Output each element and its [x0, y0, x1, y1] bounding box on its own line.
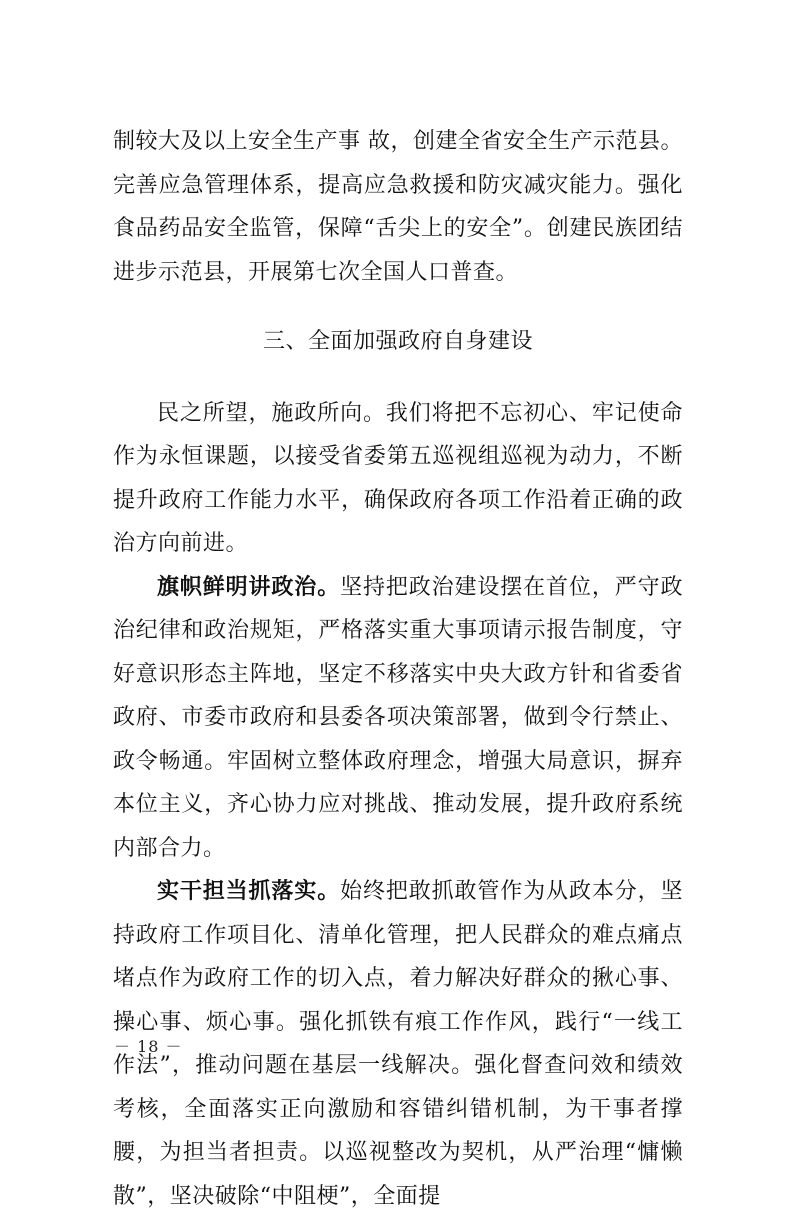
intro-paragraph: 民之所望，施政所向。我们将把不忘初心、牢记使命作为永恒课题，以接受省委第五巡视组巡视为动力，不断提升政府工作能力水平，确保政府各项工作沿着正确的政治方向前进。 [113, 400, 683, 556]
politics-lead: 旗帜鲜明讲政治。 [157, 573, 341, 600]
implementation-body: 始终把敢抓敢管作为从政本分，坚持政府工作项目化、清单化管理，把人民群众的难点痛点堵点作为政府工作的切入点，着力解决好群众的揪心事、操心事、烦心事。强化抓铁有痕工作作风，践行“一线工作法”，推动问题在基层一线解决。强化督查问效和绩效考核，全面落实正向激励和容错纠错机制，为干事者撑腰，为担当者担责。以巡视整改为契机，从严治理“慵懒散”，坚决破除“中阻梗”，全面提 [113, 879, 683, 1209]
politics-body: 坚持把政治建设摆在首位，严守政治纪律和政治规矩，严格落实重大事项请示报告制度，守好意识形态主阵地，坚定不移落实中央大政方针和省委省政府、市委市政府和县委各项决策部署，做到令行禁止、政令畅通。牢固树立整体政府理念，增强大局意识，摒弃本位主义，齐心协力应对挑战、推动发展，提升政府系统内部合力。 [113, 574, 683, 861]
section-heading: 三、全面加强政府自身建设 [262, 329, 533, 354]
continued-paragraph: 制较大及以上安全生产事 故，创建全省安全生产示范县。完善应急管理体系，提高应急救援和防灾减灾能力。强化食品药品安全监管，保障“舌尖上的安全”。创建民族团结进步示范县，开展第七次全国人口普查。 [113, 129, 683, 285]
implementation-lead: 实干担当抓落实。 [157, 878, 341, 904]
page-number: － 18 － [114, 1037, 183, 1056]
document-body [113, 120, 683, 1218]
politics-paragraph [113, 566, 683, 871]
implementation-paragraph [113, 870, 683, 1218]
